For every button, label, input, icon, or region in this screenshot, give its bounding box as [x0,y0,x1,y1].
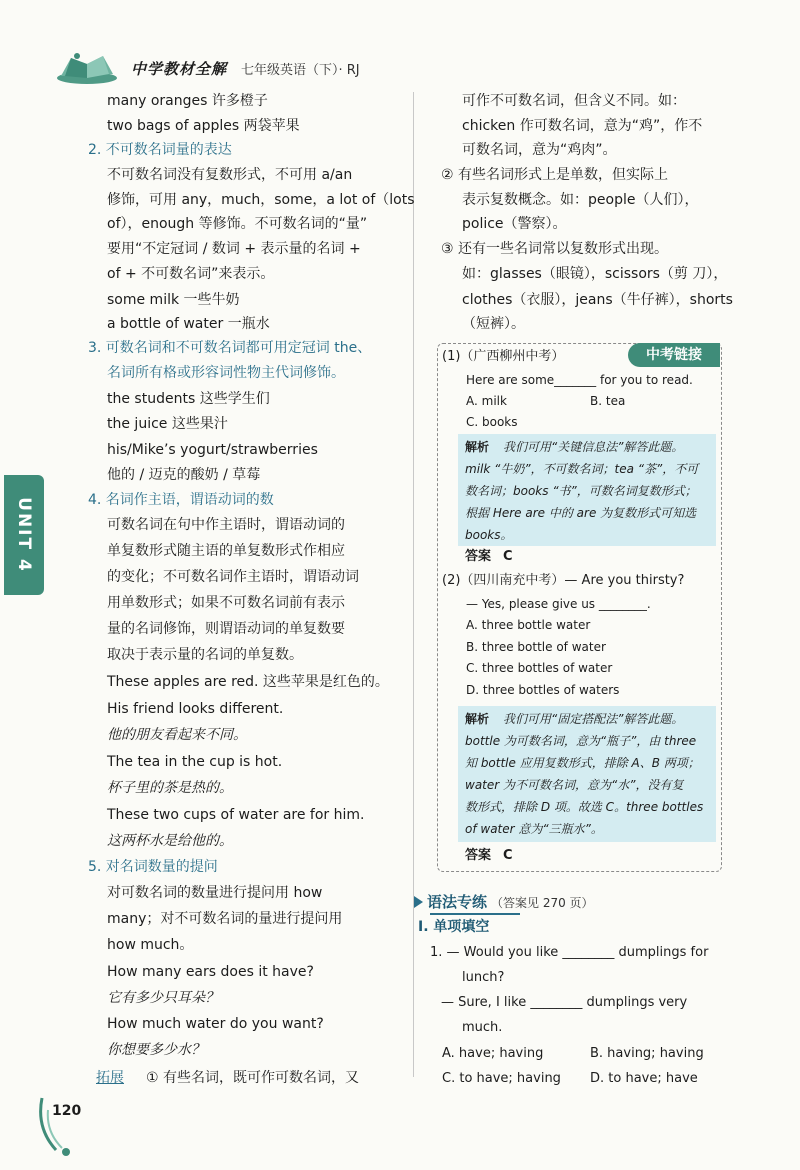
page-corner-ornament-icon [32,1088,80,1158]
example-sentence: These apples are red. 这些苹果是红色的。 [107,674,389,690]
grammar-answer-note: （答案见 270 页） [491,896,594,910]
text-line: clothes（衣服），jeans（牛仔裤），shorts [462,292,733,308]
exam-question-head: (2)（四川南充中考）— Are you thirsty? [442,573,685,588]
exam-option: C. three bottles of water [466,661,613,675]
text-line: ② 有些名词形式上是单数，但实际上 [441,167,669,183]
exam-question-stem: Here are some_______ for you to read. [466,373,693,387]
book-series-title: 中学教材全解 [131,60,228,78]
text-line: 可作不可数名词，但含义不同。如： [462,93,686,109]
text-line: many oranges 许多橙子 [107,93,268,109]
text-line: the students 这些学生们 [107,391,270,407]
text-line: 用单数形式；如果不可数名词前有表示 [107,595,345,611]
text-line: many；对不可数名词的量进行提问用 [107,911,343,927]
answer-option: A. have; having [442,1046,544,1061]
example-sentence: The tea in the cup is hot. [107,754,283,770]
text-line: of），enough 等修饰。不可数名词的“量” [107,216,368,232]
triangle-arrow-icon [414,896,423,908]
example-translation: 这两杯水是给他的。 [107,833,233,849]
analysis-text: of water 意为“三瓶水”。 [465,822,603,836]
text-line: 量的名词修饰，则谓语动词的单复数要 [107,621,345,637]
analysis-text: water 为不可数名词，意为“水”，没有复 [465,778,684,792]
book-logo-icon [55,48,119,86]
heading-underline [430,913,520,915]
section-heading: 5. 对名词数量的提问 [88,859,218,875]
text-line: of + 不可数名词”来表示。 [107,266,275,282]
text-line: chicken 作可数名词，意为“鸡”，作不 [462,118,703,134]
exam-link-tag: 中考链接 [628,343,720,367]
example-translation: 杯子里的茶是热的。 [107,780,233,796]
analysis-text: 我们可用“固定搭配法”解答此题。 [503,712,684,726]
question-line: much. [462,1020,503,1035]
text-line: 的变化；不可数名词作主语时，谓语动词 [107,569,359,585]
text-line: 对可数名词的数量进行提问用 how [107,885,323,901]
text-line: 他的 / 迈克的酸奶 / 草莓 [107,467,261,483]
example-translation: 他的朋友看起来不同。 [107,727,247,743]
grammar-title: 语法专练 [427,893,488,911]
grammar-practice-heading [414,891,594,912]
answer-label: 答案 [465,549,492,564]
section-heading: 名词所有格或形容词性物主代词修饰。 [107,365,345,381]
text-line: some milk 一些牛奶 [107,292,240,308]
page-number: 120 [52,1103,82,1119]
analysis-text: 数形式，排除 D 项。故选 C。three bottles [465,800,704,814]
answer-option: D. to have; have [590,1071,698,1086]
exam-option: B. tea [590,394,626,408]
example-sentence: These two cups of water are for him. [107,807,365,823]
exam-option: D. three bottles of waters [466,683,620,697]
text-line: 取决于表示量的名词的单复数。 [107,647,303,663]
section-heading: 2. 不可数名词量的表达 [88,142,232,158]
question-line: 1. — Would you like ________ dumplings for [430,945,709,960]
text-line: 不可数名词没有复数形式，不可用 a/an [107,167,353,183]
exam-option: A. milk [466,394,507,408]
text-line: the juice 这些果汁 [107,416,228,432]
answer-value: C [503,848,513,863]
text-line: （短裤）。 [462,316,525,332]
question-line: lunch? [462,970,505,985]
example-sentence: His friend looks different. [107,701,284,717]
unit-side-tab [4,475,44,595]
example-translation: 你想要多少水？ [107,1042,205,1058]
example-translation: 它有多少只耳朵？ [107,990,219,1006]
exam-option: B. three bottle of water [466,640,606,654]
extension-label: 拓展 [96,1070,124,1086]
text-line: how much。 [107,937,194,953]
analysis-text: 根据 Here are 中的 are 为复数形式可知选 [465,506,697,520]
exam-option: C. books [466,415,518,429]
exam-question-stem: — Yes, please give us ________. [466,597,651,611]
exam-question-head: (1)（广西柳州中考） [442,349,565,364]
answer-label: 答案 [465,848,492,863]
text-line: ① 有些名词，既可作可数名词，又 [146,1070,360,1086]
book-grade-subtitle: 七年级英语（下）· RJ [241,63,360,78]
section-heading: 4. 名词作主语，谓语动词的数 [88,492,274,508]
section-heading: 3. 可数名词和不可数名词都可用定冠词 the、 [88,340,372,356]
text-line: a bottle of water 一瓶水 [107,316,270,332]
answer-option: B. having; having [590,1046,704,1061]
example-sentence: How many ears does it have? [107,964,314,980]
exam-option: A. three bottle water [466,618,591,632]
text-line: 如：glasses（眼镜），scissors（剪 刀）， [462,266,728,282]
answer-option: C. to have; having [442,1071,561,1086]
text-line: 可数名词，意为“鸡肉”。 [462,142,617,158]
part-heading: Ⅰ. 单项填空 [418,919,490,935]
analysis-text: bottle 为可数名词，意为“瓶子”，由 three [465,734,697,748]
text-line: two bags of apples 两袋苹果 [107,118,300,134]
analysis-text: 知 bottle 应用复数形式，排除 A、B 两项； [465,756,700,770]
text-line: 修饰，可用 any，much，some，a lot of（lots [107,192,415,208]
analysis-text: 我们可用“关键信息法”解答此题。 [503,440,684,454]
question-line: — Sure, I like ________ dumplings very [441,995,688,1010]
text-line: 要用“不定冠词 / 数词 + 表示量的名词 + [107,241,361,257]
analysis-text: books。 [465,528,513,542]
answer-value: C [503,549,513,564]
analysis-label: 解析 [465,440,490,454]
text-line: 可数名词在句中作主语时，谓语动词的 [107,517,345,533]
example-sentence: How much water do you want? [107,1016,324,1032]
analysis-text: 数名词；books “书”，可数名词复数形式； [465,484,697,498]
column-divider [413,92,414,1077]
unit-label: UNIT 4 [14,497,34,573]
text-line: police（警察）。 [462,216,567,232]
text-line: his/Mike’s yogurt/strawberries [107,442,318,458]
text-line: ③ 还有一些名词常以复数形式出现。 [441,241,669,257]
analysis-text: milk “牛奶”，不可数名词；tea “茶”，不可 [465,462,699,476]
text-line: 单复数形式随主语的单复数形式作相应 [107,543,345,559]
analysis-label: 解析 [465,712,490,726]
text-line: 表示复数概念。如：people（人们）， [462,192,699,208]
